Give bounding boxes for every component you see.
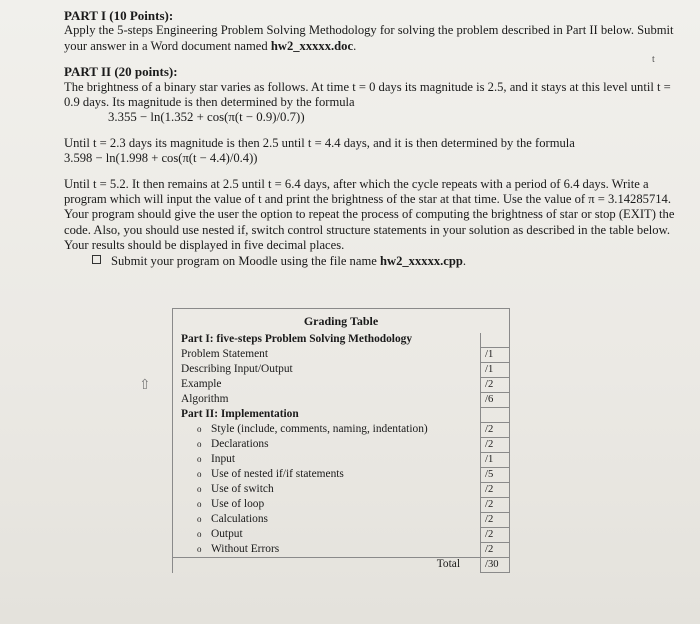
grading-table [172,308,510,573]
table-row: Problem Statement [173,348,467,363]
circle-bullet-icon: o [197,438,202,449]
part2-p3-line2: program which will input the value of t and print the brightness of the star at that time. Use the value of π = 3.14285714. [64,192,671,207]
table-score: /1 [481,348,510,363]
table-score: /2 [481,513,510,528]
table-row [173,498,467,513]
table-section-part1: Part I: five-steps Problem Solving Methodology [173,333,467,348]
table-score: /2 [481,498,510,513]
table-score: /6 [481,393,510,408]
table-section-part2: Part II: Implementation [173,408,467,423]
part1-heading: PART I (10 Points): [64,8,174,23]
submit-filename: hw2_xxxxx.cpp [379,253,463,268]
table-score: /5 [481,468,510,483]
row-label: Declarations [211,437,269,450]
part2-p3-line5: Your results should be displayed in five decimal places. [64,238,345,253]
table-score: /1 [481,363,510,378]
part2-p1-line2: 0.9 days. Its magnitude is then determined by the formula [64,95,355,110]
circle-bullet-icon: o [197,453,202,464]
table-row [173,528,467,543]
row-label: Use of nested if/if statements [211,467,344,480]
submit-line [64,254,676,269]
table-score: /2 [481,378,510,393]
circle-bullet-icon: o [197,543,202,554]
part1-line2-end: . [353,38,357,53]
row-label: Use of switch [211,482,274,495]
submit-end: . [462,253,467,268]
table-row: Algorithm [173,393,467,408]
table-row [173,438,467,453]
row-label: Input [211,452,236,465]
table-row [173,453,467,468]
table-total-score: /30 [481,558,510,573]
table-row: Describing Input/Output [173,363,467,378]
part1-filename: hw2_xxxxx.doc [270,38,354,53]
part2-p3-line4: code. Also, you should use nested if, switch control structure statements in your solution as described in the table below. [64,222,671,237]
table-row [173,483,467,498]
table-row [173,423,467,438]
row-label: Calculations [211,512,268,525]
table-score: /1 [481,453,510,468]
table-row: Example [173,378,467,393]
mouse-cursor-icon: ⇧ [139,378,151,393]
part2-p3-line3: Your program should give the user the option to repeat the process of computing the brightness of star or stop (EXIT) the [64,207,675,222]
circle-bullet-icon: o [197,423,202,434]
part1-line2-text: your answer in a Word document named [64,38,271,53]
part1-line1: Apply the 5-steps Engineering Problem Solving Methodology for solving the problem described in Part II below. Submit [64,23,674,38]
submit-text: Submit your program on Moodle using the file name [111,253,380,268]
part2-p1-line1: The brightness of a binary star varies as follows. At time t = 0 days its magnitude is 2.5, and it stays at this level until t = [64,79,671,94]
part2-heading: PART II (20 points): [64,64,178,80]
circle-bullet-icon: o [197,528,202,539]
table-score: /2 [481,543,510,558]
part1-line2 [64,39,676,54]
table-row [173,513,467,528]
circle-bullet-icon: o [197,468,202,479]
table-row [173,543,467,558]
row-label: Output [211,527,243,540]
row-label: Without Errors [211,542,280,555]
grading-table-title: Grading Table [173,309,510,334]
table-score: /2 [481,528,510,543]
row-label: Style (include, comments, naming, indentation) [211,422,428,435]
formula-2: 3.598 − ln(1.998 + cos(π(t − 4.4)/0.4)) [64,151,258,166]
part2-p2-line1: Until t = 2.3 days its magnitude is then 2.5 until t = 4.4 days, and it is then determined by the formula [64,135,575,150]
table-score: /2 [481,483,510,498]
checkbox-bullet-icon [92,255,101,264]
circle-bullet-icon: o [197,483,202,494]
table-score: /2 [481,423,510,438]
row-label: Use of loop [211,497,265,510]
table-score: /2 [481,438,510,453]
part2-p3-line1: Until t = 5.2. It then remains at 2.5 until t = 6.4 days, after which the cycle repeats with a period of 6.4 days. Write a [64,176,649,191]
table-row [173,468,467,483]
circle-bullet-icon: o [197,498,202,509]
circle-bullet-icon: o [197,513,202,524]
table-total-label: Total [173,558,467,573]
document-body [64,8,676,269]
formula-1: 3.355 − ln(1.352 + cos(π(t − 0.9)/0.7)) [108,110,305,125]
stray-mark: t [652,54,655,65]
